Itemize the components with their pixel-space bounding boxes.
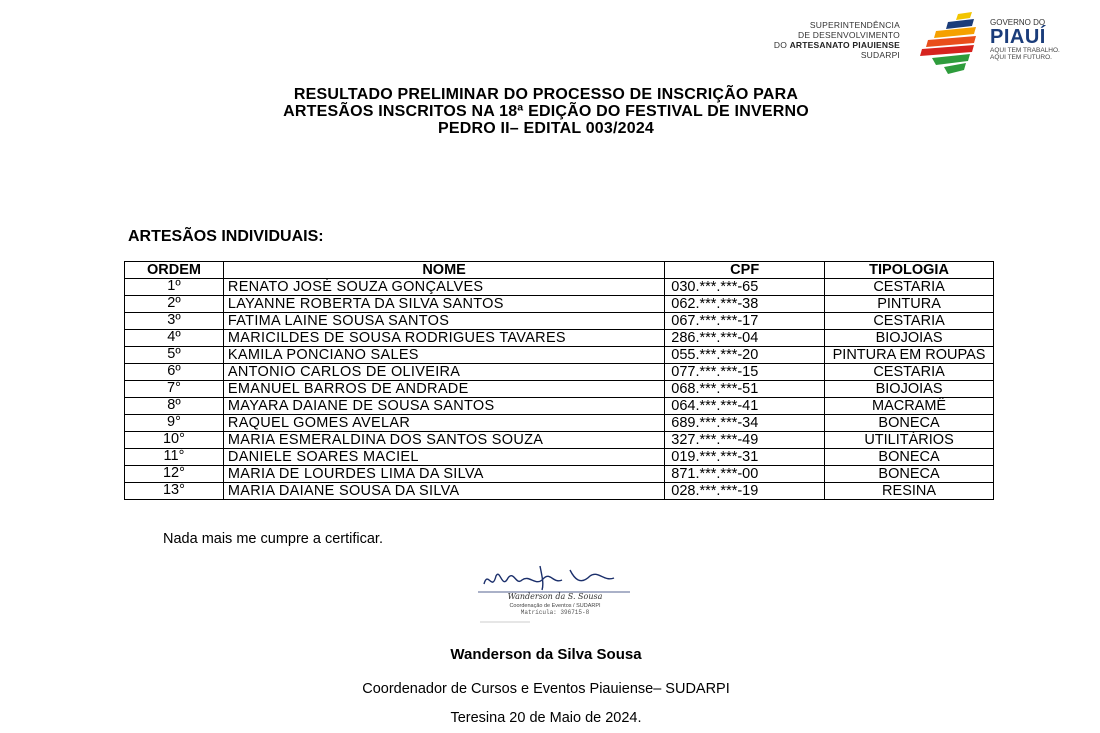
- cell-cpf: 030.***.***-65: [665, 279, 825, 296]
- title-line-1: RESULTADO PRELIMINAR DO PROCESSO DE INSCRIÇÃO PARA: [293, 86, 799, 103]
- table-row: [125, 415, 994, 432]
- cell-tipologia: RESINA: [825, 483, 994, 500]
- cell-ordem: 9°: [125, 415, 224, 432]
- cell-ordem: 8º: [125, 398, 224, 415]
- gov-slogan-1: AQUI TEM TRABALHO.: [990, 47, 1060, 54]
- cell-ordem: 3º: [125, 313, 224, 330]
- table-row: [125, 347, 994, 364]
- cell-cpf: 064.***.***-41: [665, 398, 825, 415]
- cell-cpf: 067.***.***-17: [665, 313, 825, 330]
- org-line-3-bold: ARTESANATO PIAUIENSE: [789, 40, 900, 50]
- cell-nome: EMANUEL BARROS DE ANDRADE: [223, 381, 664, 398]
- cell-cpf: 077.***.***-15: [665, 364, 825, 381]
- org-line-1: SUPERINTENDÊNCIA: [809, 20, 900, 30]
- cell-nome: ANTONIO CARLOS DE OLIVEIRA: [223, 364, 664, 381]
- cell-ordem: 10°: [125, 432, 224, 449]
- cell-cpf: 871.***.***-00: [665, 466, 825, 483]
- header-nome: NOME: [223, 262, 664, 279]
- cell-nome: MARIA ESMERALDINA DOS SANTOS SOUZA: [223, 432, 664, 449]
- cell-nome: MARIA DE LOURDES LIMA DA SILVA: [223, 466, 664, 483]
- cell-nome: MARICILDES DE SOUSA RODRIGUES TAVARES: [223, 330, 664, 347]
- cell-ordem: 6º: [125, 364, 224, 381]
- cell-cpf: 062.***.***-38: [665, 296, 825, 313]
- cell-tipologia: PINTURA EM ROUPAS: [825, 347, 994, 364]
- cell-tipologia: UTILITÁRIOS: [825, 432, 994, 449]
- cell-tipologia: CESTARIA: [825, 313, 994, 330]
- cell-ordem: 2º: [125, 296, 224, 313]
- cell-ordem: 11°: [125, 449, 224, 466]
- org-line-4: SUDARPI: [860, 50, 900, 60]
- cell-ordem: 13°: [125, 483, 224, 500]
- table-row: [125, 449, 994, 466]
- table-row: [125, 432, 994, 449]
- cell-cpf: 068.***.***-51: [665, 381, 825, 398]
- cell-ordem: 5º: [125, 347, 224, 364]
- document-title: [0, 86, 1092, 137]
- table-row: [125, 483, 994, 500]
- date-line: Teresina 20 de Maio de 2024.: [450, 710, 642, 726]
- title-line-3: PEDRO II– EDITAL 003/2024: [437, 120, 655, 137]
- cell-nome: MAYARA DAIANE DE SOUSA SANTOS: [223, 398, 664, 415]
- cell-cpf: 689.***.***-34: [665, 415, 825, 432]
- cell-tipologia: BONECA: [825, 415, 994, 432]
- table-row: [125, 364, 994, 381]
- cell-cpf: 019.***.***-31: [665, 449, 825, 466]
- cell-tipologia: CESTARIA: [825, 364, 994, 381]
- cell-tipologia: MACRAMÊ: [825, 398, 994, 415]
- table-row: [125, 296, 994, 313]
- cell-nome: KAMILA PONCIANO SALES: [223, 347, 664, 364]
- cell-nome: DANIELE SOARES MACIEL: [223, 449, 664, 466]
- header-ordem: ORDEM: [125, 262, 224, 279]
- table-row: [125, 398, 994, 415]
- table-row: [125, 466, 994, 483]
- cell-cpf: 028.***.***-19: [665, 483, 825, 500]
- header-cpf: CPF: [665, 262, 825, 279]
- cell-tipologia: PINTURA: [825, 296, 994, 313]
- signature-stamp-matricula: Matrícula: 396715-8: [520, 609, 590, 616]
- cell-nome: RENATO JOSÉ SOUZA GONÇALVES: [223, 279, 664, 296]
- cell-tipologia: BONECA: [825, 466, 994, 483]
- title-line-2: ARTESÃOS INSCRITOS NA 18ª EDIÇÃO DO FESTIVAL DE INVERNO: [283, 103, 809, 120]
- cell-ordem: 4º: [125, 330, 224, 347]
- signer-name: Wanderson da Silva Sousa: [450, 646, 642, 663]
- cell-nome: LAYANNE ROBERTA DA SILVA SANTOS: [223, 296, 664, 313]
- table-row: [125, 313, 994, 330]
- gov-logo-text: [990, 18, 1090, 61]
- section-label: ARTESÃOS INDIVIDUAIS:: [128, 228, 324, 245]
- gov-state: PIAUÍ: [990, 26, 1046, 48]
- cell-tipologia: CESTARIA: [825, 279, 994, 296]
- cell-nome: RAQUEL GOMES AVELAR: [223, 415, 664, 432]
- cell-tipologia: BONECA: [825, 449, 994, 466]
- cell-ordem: 7°: [125, 381, 224, 398]
- table-header-row: [125, 262, 994, 279]
- cell-ordem: 1º: [125, 279, 224, 296]
- signer-role: Coordenador de Cursos e Eventos Piauiense– SUDARPI: [362, 681, 730, 697]
- signature-stamp-role: Coordenação de Eventos / SUDARPI: [509, 603, 601, 609]
- org-line-2: DE DESENVOLVIMENTO: [797, 30, 900, 40]
- cell-tipologia: BIOJOIAS: [825, 381, 994, 398]
- gov-label: GOVERNO DO: [990, 18, 1046, 27]
- cell-tipologia: BIOJOIAS: [825, 330, 994, 347]
- org-line-3: [774, 40, 900, 50]
- org-header: [774, 20, 900, 60]
- table-row: [125, 279, 994, 296]
- table-row: [125, 330, 994, 347]
- gov-slogan-2: AQUI TEM FUTURO.: [990, 54, 1052, 61]
- cell-cpf: 055.***.***-20: [665, 347, 825, 364]
- table-row: [125, 381, 994, 398]
- org-line-3-prefix: DO: [773, 40, 790, 50]
- table-body: [125, 279, 994, 500]
- results-table: [124, 261, 994, 500]
- cell-nome: MARIA DAIANE SOUSA DA SILVA: [223, 483, 664, 500]
- cell-cpf: 286.***.***-04: [665, 330, 825, 347]
- header-tipologia: TIPOLOGIA: [825, 262, 994, 279]
- cell-nome: FATIMA LAINE SOUSA SANTOS: [223, 313, 664, 330]
- cell-cpf: 327.***.***-49: [665, 432, 825, 449]
- cell-ordem: 12°: [125, 466, 224, 483]
- signature-stamp: [470, 562, 640, 624]
- closing-statement: Nada mais me cumpre a certificar.: [163, 531, 383, 547]
- signature-name-script: Wanderson da S. Sousa: [507, 592, 603, 601]
